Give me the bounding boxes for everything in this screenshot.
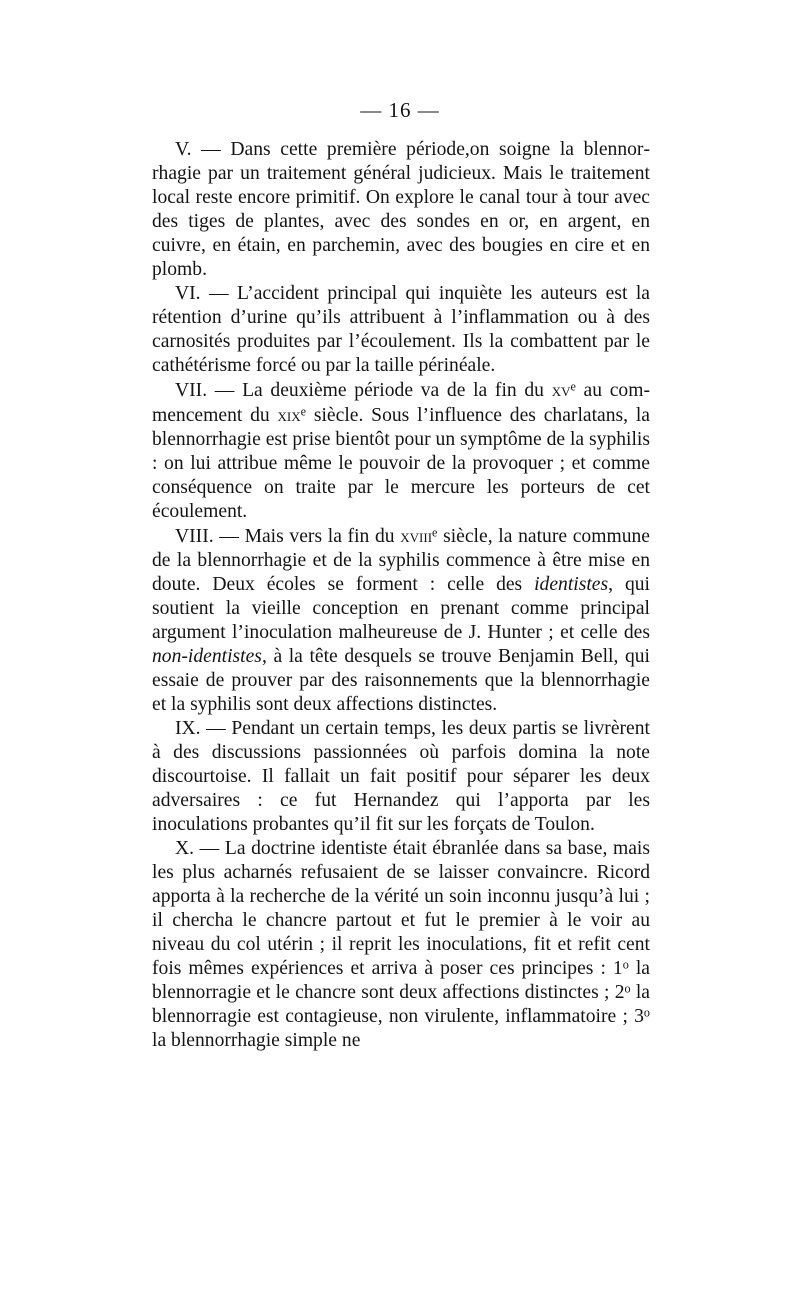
page-number: — 16 — (360, 98, 440, 122)
text-segment: VIII. — Mais vers la fin du (175, 526, 401, 547)
text-segment: o (622, 957, 629, 972)
text-segment: X. — La doctrine identiste était ébranlée dans sa base, mais les plus acharnés refusaient de se laisser convaincre. Ricord apporta à la recherche de la vérité un soin inconnu jusqu’à lui ; il chercha le chancre partout et fut le premier à le voir au niveau du col utérin ; il reprit les inoculations, fit et refit cent fois mêmes expériences et arriva à poser ces principes : 1 (152, 838, 650, 979)
body-text (152, 138, 650, 1053)
paragraph-V (152, 138, 650, 282)
text-segment: , à la tête desquels se trouve Benjamin Bell, qui essaie de prouver par des raisonnements que la blennorrhagie et la syphilis sont deux affections distinctes. (152, 646, 650, 715)
text-segment: e (570, 379, 576, 394)
paragraph-VII (152, 378, 650, 524)
text-segment: xv (551, 380, 571, 400)
paragraph-VIII (152, 524, 650, 717)
text-segment: la blennorragie et le chancre sont deux affections distinctes ; 2 (152, 958, 650, 1003)
text-segment: identistes (534, 574, 609, 595)
text-segment: e (300, 404, 307, 419)
text-segment: VII. — La deuxième période va de la fin du (175, 380, 552, 401)
paragraph-IX (152, 717, 650, 837)
text-segment: xviii (400, 526, 433, 546)
text-segment: o (624, 981, 631, 996)
paragraph-VI (152, 282, 650, 378)
text-segment: , qui soutient la vieille conception en prenant comme principal argument l’inoculation malheureuse de J. Hunter ; et celle des (152, 574, 650, 643)
text-segment: IX. — Pendant un certain temps, les deux partis se livrèrent à des discussions passionnées où parfois domina la note discourtoise. Il fallait un fait positif pour séparer les deux adversaires : ce fut Hernandez qui l’apporta par les inoculations probantes qu’il fit sur les forçats de Toulon. (152, 718, 650, 835)
text-segment: V. — Dans cette première période,on soigne la blennorrhagie par un traitement général judicieux. Mais le traitement local reste encore primitif. On explore le canal tour à tour avec des tiges de plantes, avec des sondes en or, en argent, en cuivre, en étain, en parchemin, avec des bougies en cire et en plomb. (152, 139, 650, 280)
text-segment: xix (277, 405, 301, 425)
text-segment: siècle, la nature commune de la blennorrhagie et de la syphilis commence à être mise en doute. Deux écoles se forment : celle des (152, 526, 650, 595)
text-segment: o (643, 1005, 650, 1020)
text-segment: siècle. Sous l’influence des charlatans, la blennorrhagie est prise bientôt pour un symptôme de la syphilis : on lui attribue même le pouvoir de la provoquer ; et comme conséquence on traite par le mercure les porteurs de cet écoulement. (152, 405, 650, 522)
text-segment: e (432, 525, 438, 540)
text-segment: la blennorrhagie simple ne (152, 1030, 361, 1051)
text-segment: la blennorragie est contagieuse, non virulente, inflammatoire ; 3 (152, 982, 650, 1027)
text-segment: non-identistes (152, 646, 262, 667)
paragraph-X (152, 837, 650, 1053)
text-segment: au commencement du (152, 380, 651, 426)
text-segment: VI. — L’accident principal qui inquiète les auteurs est la rétention d’urine qu’ils attribuent à l’inflammation ou à des carnosités produites par l’écoulement. Ils la combattent par le cathétérisme forcé ou par la taille périnéale. (152, 283, 650, 376)
